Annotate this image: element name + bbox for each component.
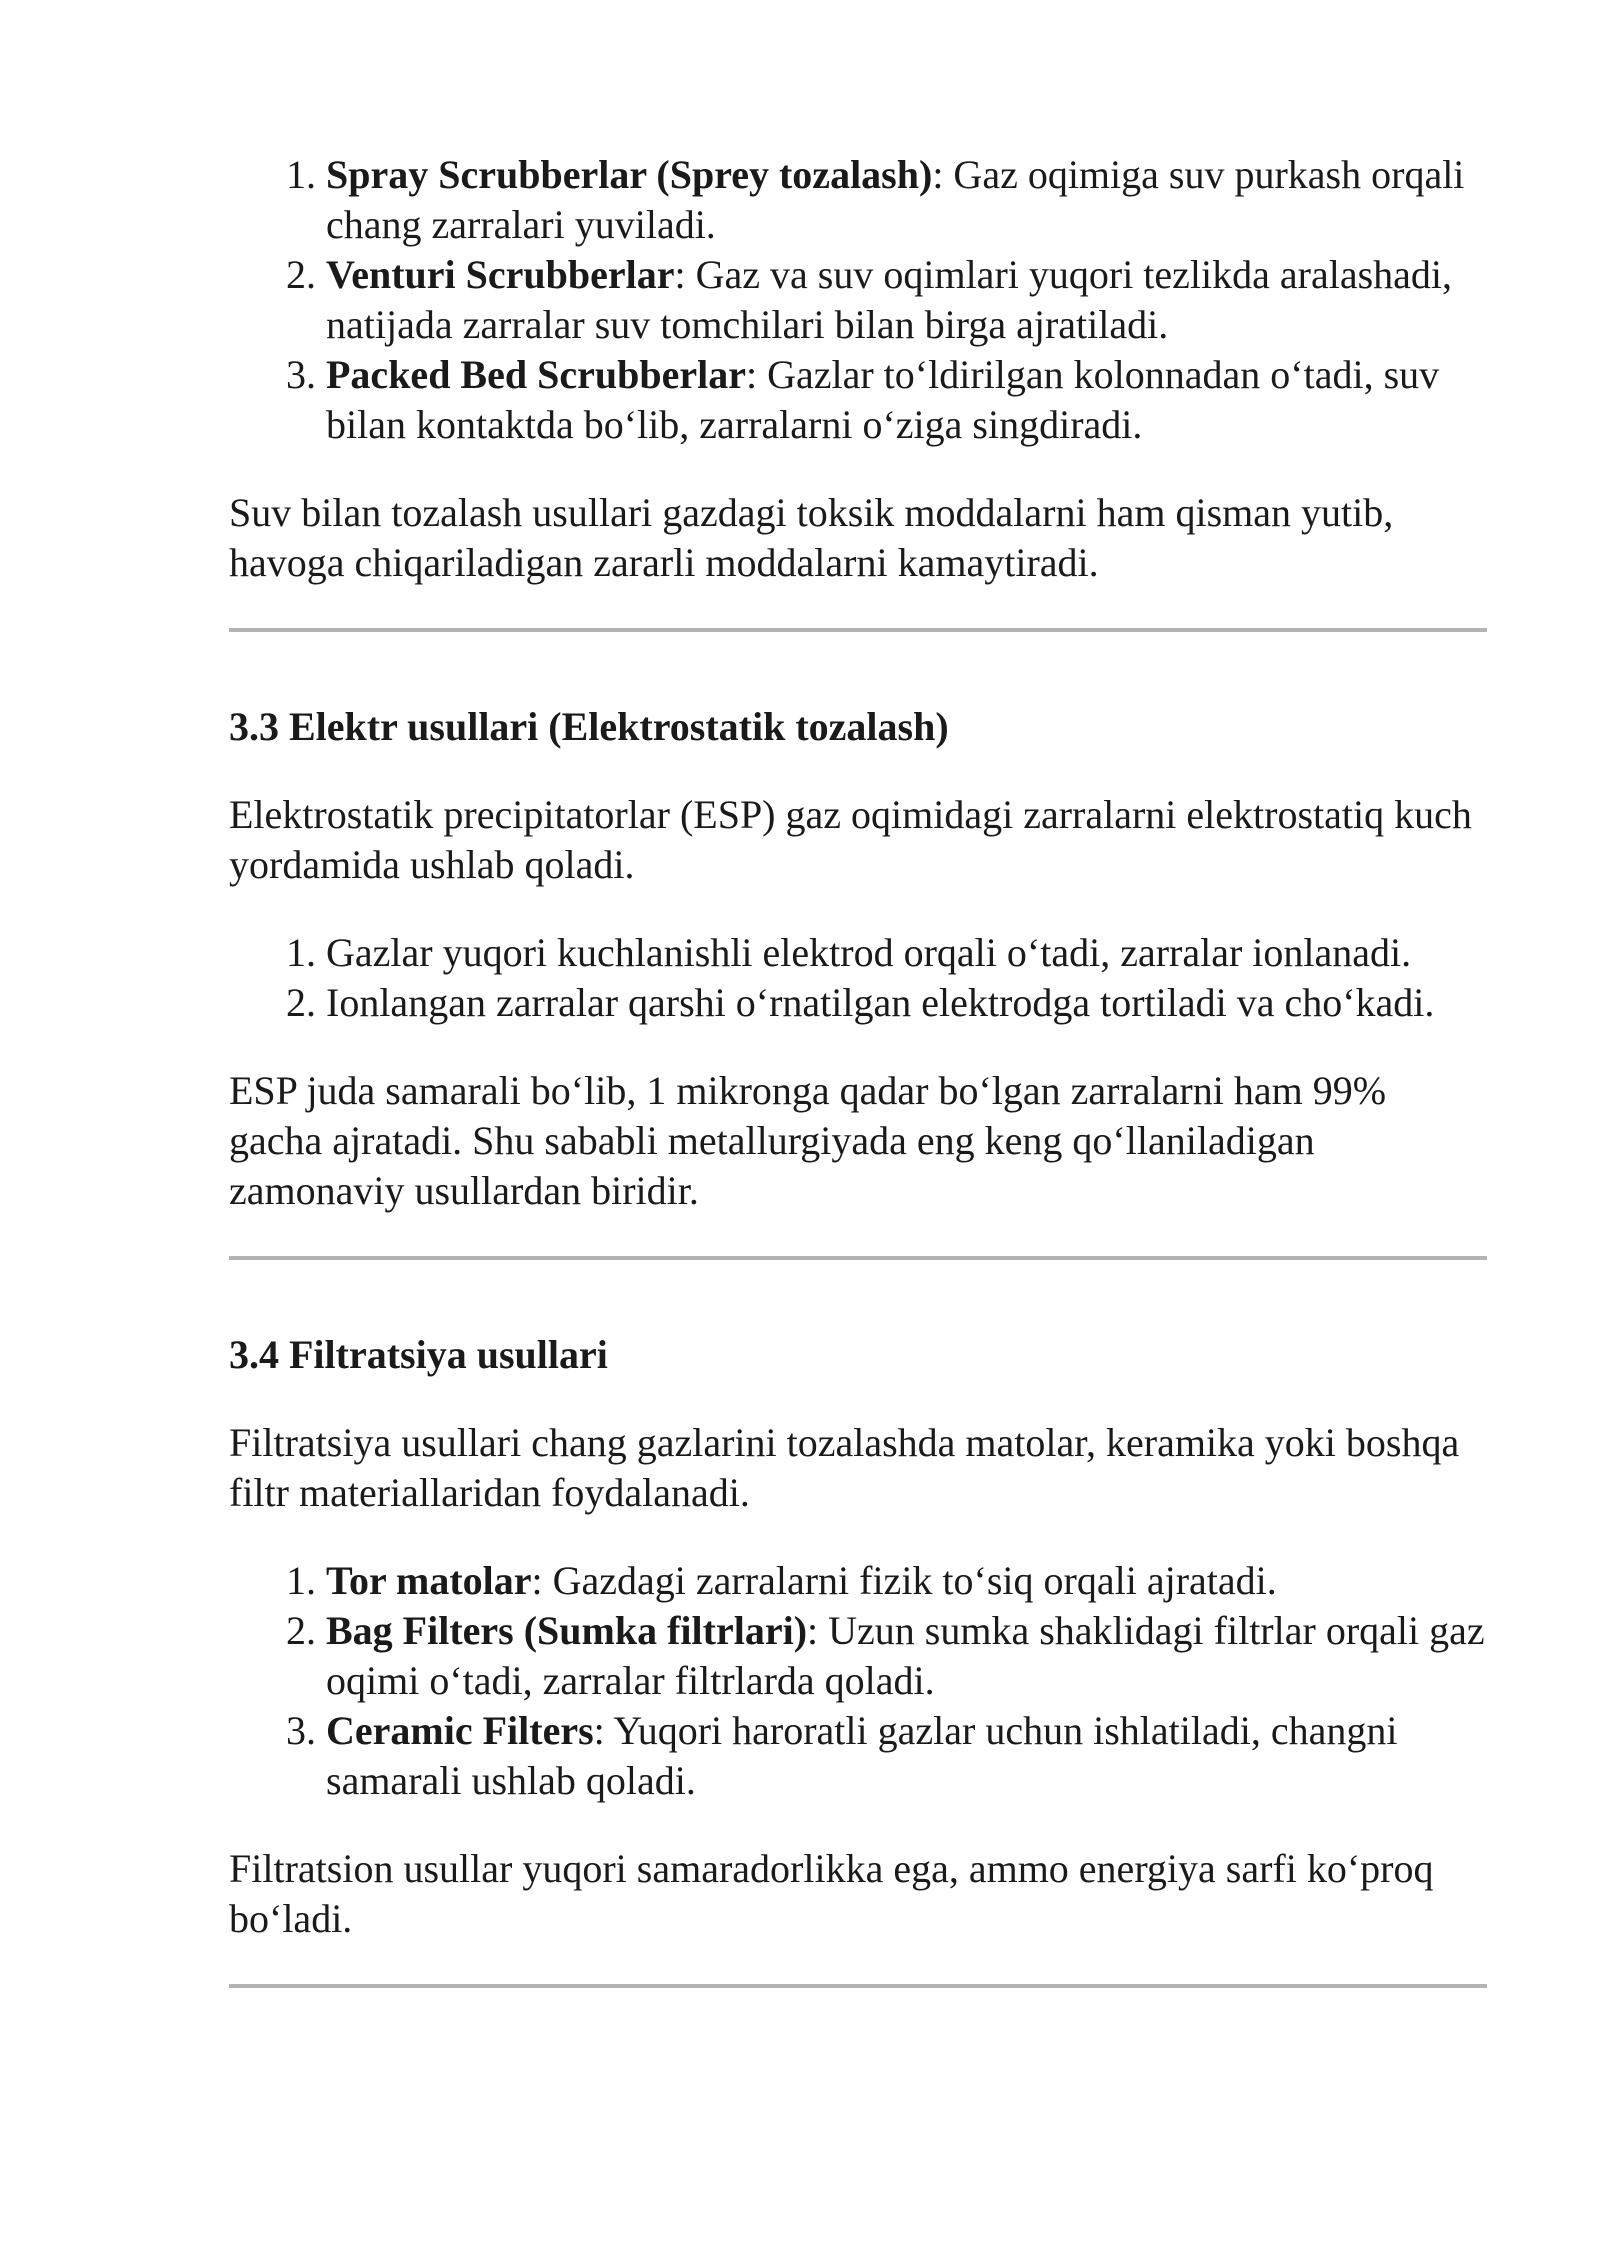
list-item-text: : Yuqori haroratli gazlar uchun ishlatiladi, changni samarali ushlab qoladi. (326, 1708, 1398, 1803)
list-item-text: : Gaz va suv oqimlari yuqori tezlikda aralashadi, natijada zarralar suv tomchilari bilan birga ajratiladi. (326, 252, 1453, 347)
paragraph: Filtratsion usullar yuqori samaradorlikka ega, ammo energiya sarfi ko‘proq bo‘ladi. (229, 1846, 1434, 1941)
list-item: 2. Ionlangan zarralar qarshi o‘rnatilgan elektrodga tortiladi va cho‘kadi. (326, 978, 1487, 1028)
list-item (326, 250, 1487, 350)
list-item-term: Packed Bed Scrubberlar (326, 352, 746, 397)
list-item (326, 350, 1487, 450)
list-item (326, 1606, 1487, 1706)
list-item: 1. Gazlar yuqori kuchlanishli elektrod orqali o‘tadi, zarralar ionlanadi. (326, 928, 1487, 978)
list-item-text: : Gaz oqimiga suv purkash orqali chang zarralari yuviladi. (326, 152, 1465, 247)
list-item-text: : Uzun sumka shaklidagi filtrlar orqali gaz oqimi o‘tadi, zarralar filtrlarda qoladi. (326, 1608, 1485, 1703)
document-page (229, 150, 1487, 1988)
list-item-term: Spray Scrubberlar (Sprey tozalash) (326, 152, 933, 197)
list-item-text: : Gazlar to‘ldirilgan kolonnadan o‘tadi, suv bilan kontaktda bo‘lib, zarralarni o‘ziga singdiradi. (326, 352, 1440, 447)
list-item-term: Venturi Scrubberlar (326, 252, 675, 297)
list-item (326, 150, 1487, 250)
section-heading: 3.4 Filtratsiya usullari (229, 1332, 608, 1377)
paragraph: Suv bilan tozalash usullari gazdagi toksik moddalarni ham qisman yutib, havoga chiqariladigan zararli moddalarni kamaytiradi. (229, 490, 1394, 585)
list-item-term: Bag Filters (Sumka filtrlari) (326, 1608, 808, 1653)
list-item-term: Ceramic Filters (326, 1708, 594, 1753)
scrubber-list (229, 150, 1487, 450)
list-item (326, 1556, 1487, 1606)
paragraph: ESP juda samarali bo‘lib, 1 mikronga qadar bo‘lgan zarralarni ham 99% gacha ajratadi. Shu sababli metallurgiyada eng keng qo‘llaniladigan zamonaviy usullardan biridir. (229, 1068, 1387, 1213)
filter-list (229, 1556, 1487, 1806)
paragraph: Elektrostatik precipitatorlar (ESP) gaz oqimidagi zarralarni elektrostatiq kuch yordamida ushlab qoladi. (229, 792, 1472, 887)
list-item (326, 1706, 1487, 1806)
section-divider (229, 1984, 1487, 1988)
section-heading: 3.3 Elektr usullari (Elektrostatik tozalash) (229, 704, 949, 749)
paragraph: Filtratsiya usullari chang gazlarini tozalashda matolar, keramika yoki boshqa filtr materiallaridan foydalanadi. (229, 1420, 1460, 1515)
esp-steps-list (229, 928, 1487, 1028)
list-item-term: Tor matolar (326, 1558, 532, 1603)
list-item-text: : Gazdagi zarralarni fizik to‘siq orqali ajratadi. (531, 1558, 1277, 1603)
